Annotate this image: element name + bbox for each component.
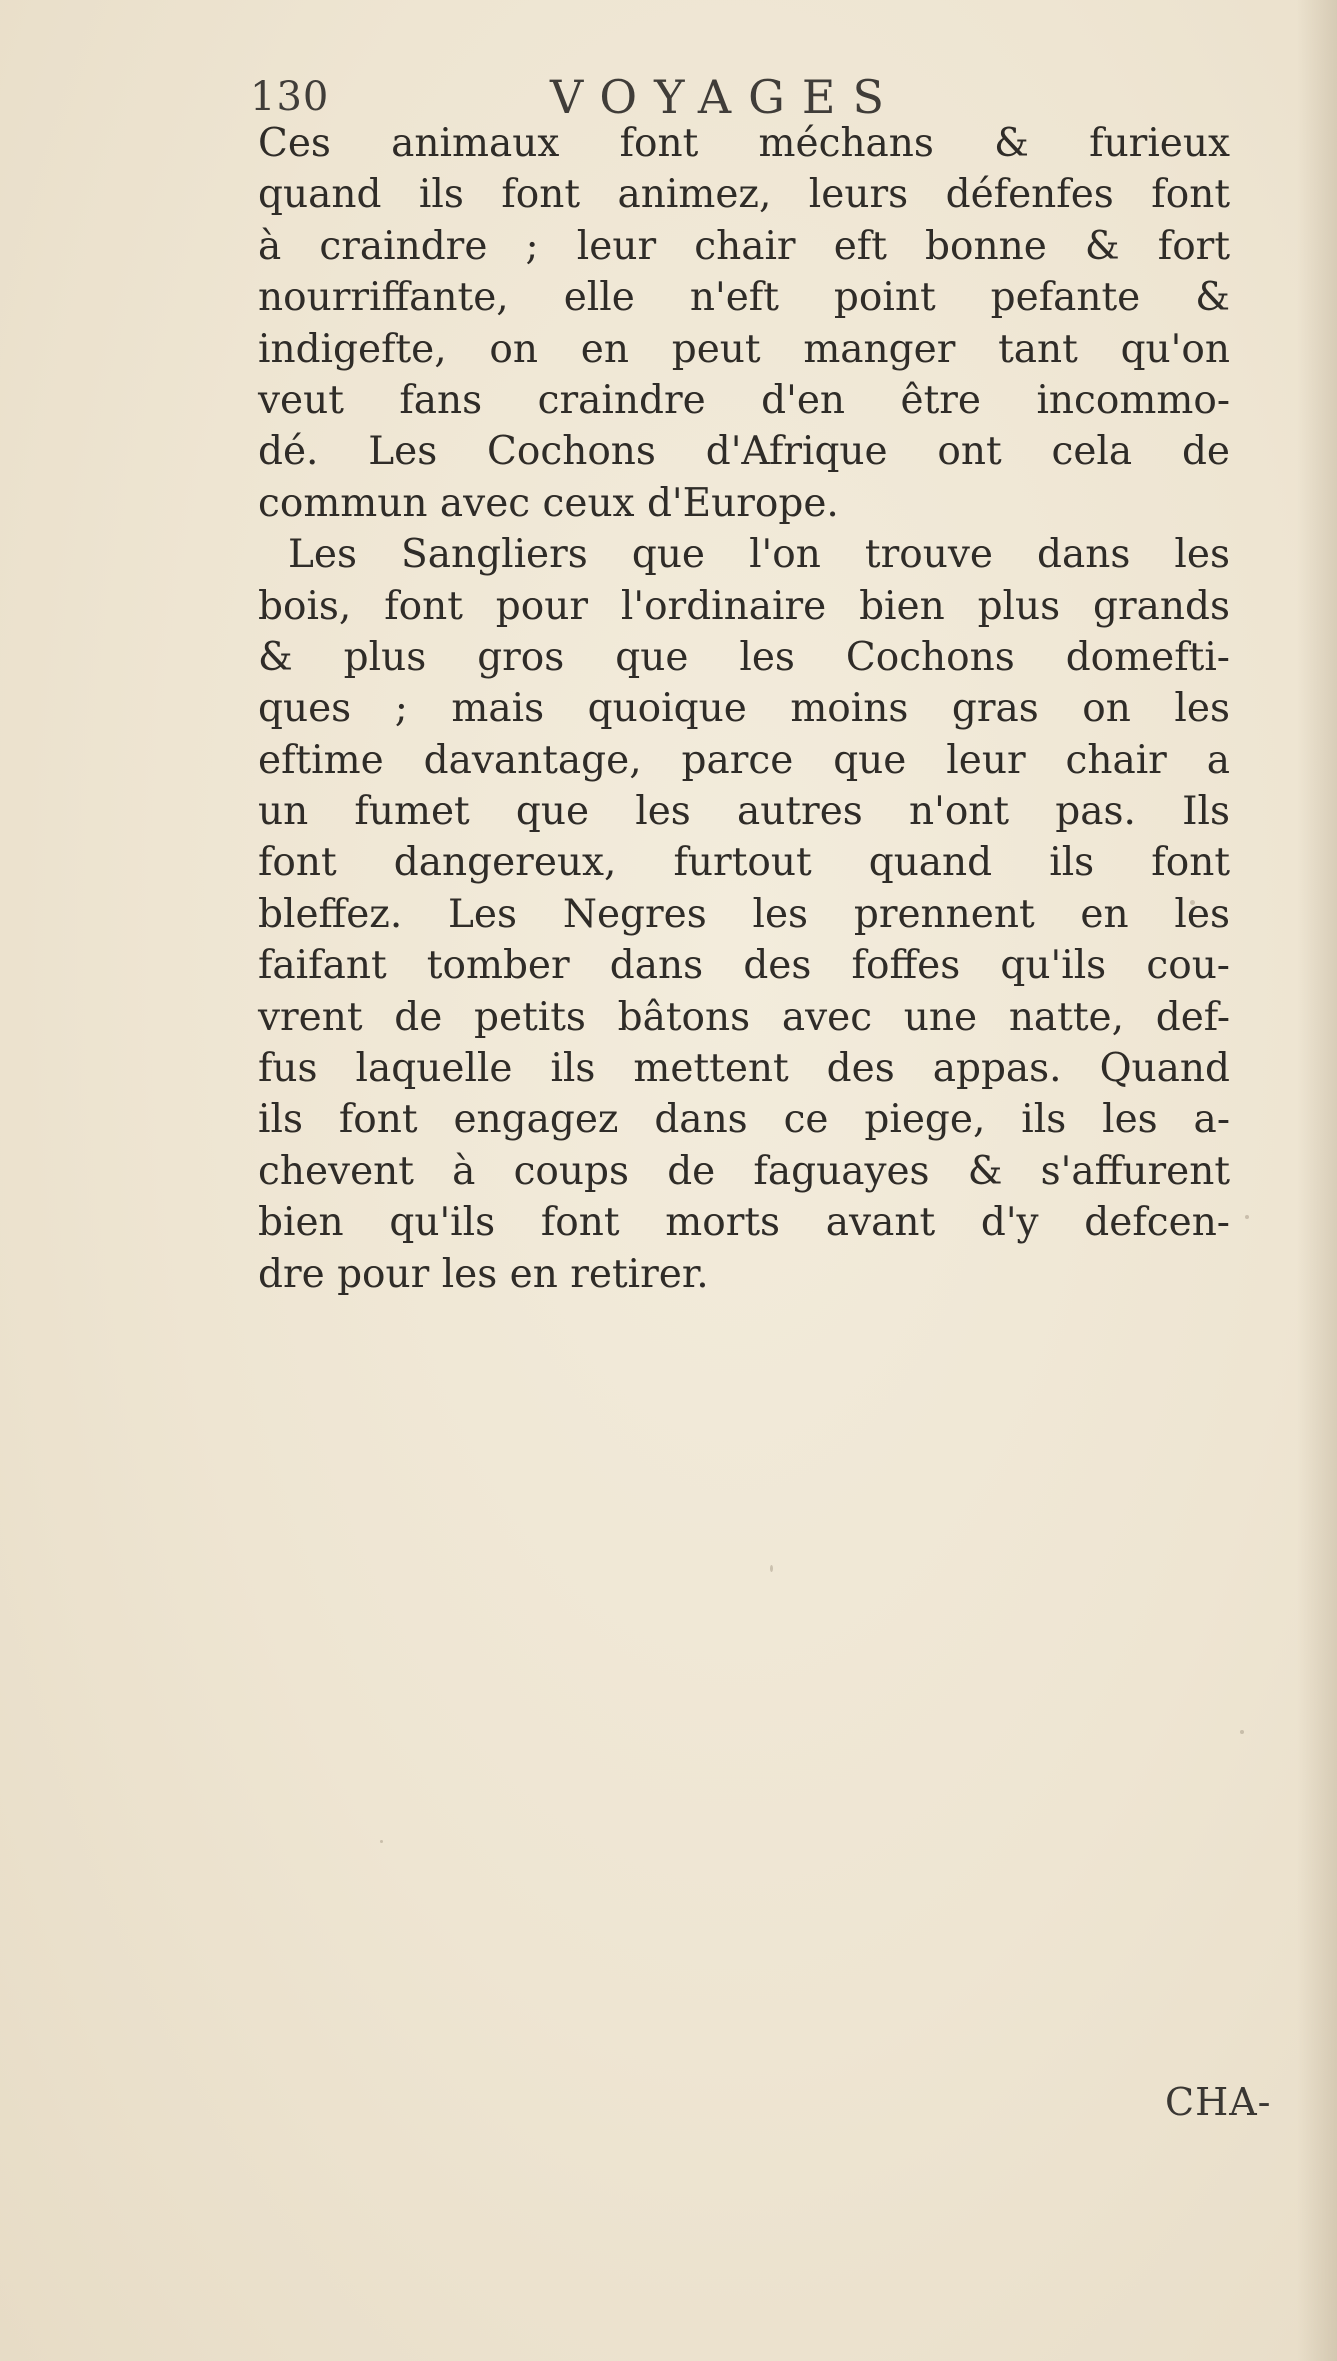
text-line-11: & plus gros que les Cochons domefti-	[258, 634, 1230, 680]
text-line-14: un fumet que les autres n'ont pas. Ils	[258, 789, 1230, 835]
paper-speck	[1240, 1730, 1244, 1734]
paper-speck	[770, 1565, 773, 1572]
page-edge-shadow	[1297, 0, 1337, 2361]
text-line-19: fus laquelle ils mettent des appas. Quand	[258, 1046, 1230, 1092]
text-line-6: veut fans craindre d'en être incommo-	[258, 377, 1230, 423]
text-line-12: ques ; mais quoique moins gras on les	[258, 686, 1230, 732]
text-line-15: font dangereux, furtout quand ils font	[258, 840, 1230, 886]
text-line-4: nourriffante, elle n'eft point pefante &	[258, 275, 1230, 321]
catchword: CHA-	[1165, 2080, 1272, 2124]
text-line-8: commun avec ceux d'Europe.	[258, 480, 839, 526]
running-title: VOYAGES	[550, 70, 901, 124]
paper-speck	[1245, 1215, 1249, 1219]
text-line-16: bleffez. Les Negres les prennent en les	[258, 891, 1230, 937]
text-line-20: ils font engagez dans ce piege, ils les a-	[258, 1097, 1230, 1143]
text-line-18: vrent de petits bâtons avec une natte, def-	[258, 994, 1230, 1040]
text-line-17: faifant tomber dans des foffes qu'ils cou-	[258, 943, 1230, 989]
text-line-3: à craindre ; leur chair eft bonne & fort	[258, 223, 1230, 269]
text-line-7: dé. Les Cochons d'Afrique ont cela de	[258, 429, 1230, 475]
text-line-9: Les Sangliers que l'on trouve dans les	[288, 532, 1230, 578]
text-line-22: bien qu'ils font morts avant d'y defcen-	[258, 1200, 1230, 1246]
text-line-1: Ces animaux font méchans & furieux	[258, 121, 1230, 166]
page-number: 130	[250, 74, 330, 120]
paper-speck	[1190, 900, 1195, 905]
paper-speck	[380, 1840, 383, 1843]
text-line-5: indigefte, on en peut manger tant qu'on	[258, 326, 1230, 372]
text-line-13: eftime davantage, parce que leur chair a	[258, 737, 1230, 783]
text-line-10: bois, font pour l'ordinaire bien plus grands	[258, 583, 1230, 629]
text-line-2: quand ils font animez, leurs défenfes font	[258, 172, 1230, 218]
body-text	[258, 118, 1230, 1300]
text-line-23: dre pour les en retirer.	[258, 1251, 709, 1297]
text-line-21: chevent à coups de faguayes & s'affurent	[258, 1148, 1230, 1194]
